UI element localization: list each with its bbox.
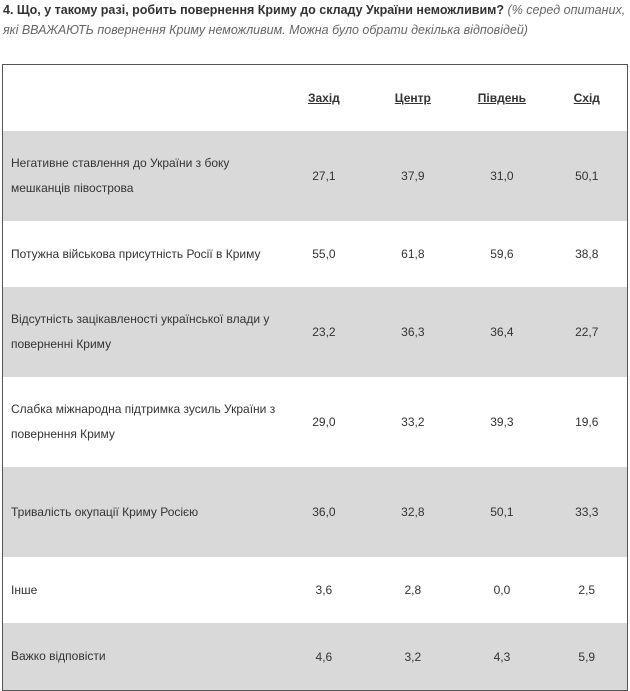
row-label: Важко відповісти: [3, 623, 280, 691]
row-label: Тривалість окупації Криму Росією: [3, 467, 280, 557]
cell-value: 50,1: [457, 467, 546, 557]
cell-value: 36,0: [279, 467, 368, 557]
question-text: [3, 0, 628, 40]
header-empty-cell: [3, 65, 280, 132]
cell-value: 37,9: [368, 131, 457, 221]
cell-value: 29,0: [279, 377, 368, 467]
table-row: [3, 287, 628, 377]
cell-value: 33,2: [368, 377, 457, 467]
row-label: Відсутність зацікавленості української влади у поверненні Криму: [3, 287, 280, 377]
cell-value: 0,0: [457, 557, 546, 623]
header-skhid: Схід: [547, 65, 628, 132]
cell-value: 22,7: [547, 287, 628, 377]
cell-value: 4,6: [279, 623, 368, 691]
cell-value: 36,3: [368, 287, 457, 377]
results-table: [2, 64, 628, 691]
row-label: Потужна військова присутність Росії в Криму: [3, 221, 280, 287]
cell-value: 36,4: [457, 287, 546, 377]
cell-value: 5,9: [547, 623, 628, 691]
cell-value: 27,1: [279, 131, 368, 221]
table-row: [3, 557, 628, 623]
cell-value: 3,6: [279, 557, 368, 623]
cell-value: 59,6: [457, 221, 546, 287]
cell-value: 19,6: [547, 377, 628, 467]
table-header-row: [3, 65, 628, 132]
cell-value: 2,5: [547, 557, 628, 623]
header-pivden: Південь: [457, 65, 546, 132]
table-row: [3, 467, 628, 557]
table-row: [3, 377, 628, 467]
row-label: Інше: [3, 557, 280, 623]
cell-value: 31,0: [457, 131, 546, 221]
cell-value: 4,3: [457, 623, 546, 691]
row-label: Слабка міжнародна підтримка зусиль України з повернення Криму: [3, 377, 280, 467]
cell-value: 23,2: [279, 287, 368, 377]
cell-value: 3,2: [368, 623, 457, 691]
table-row: [3, 221, 628, 287]
cell-value: 55,0: [279, 221, 368, 287]
row-label: Негативне ставлення до України з боку мешканців півострова: [3, 131, 280, 221]
question-note: (% серед опитаних, які ВВАЖАЮТЬ повернення Криму неможливим. Можна було обрати декілька відповідей): [3, 3, 626, 37]
cell-value: 50,1: [547, 131, 628, 221]
cell-value: 39,3: [457, 377, 546, 467]
cell-value: 61,8: [368, 221, 457, 287]
table-row: [3, 131, 628, 221]
cell-value: 33,3: [547, 467, 628, 557]
header-zakhid: Захід: [279, 65, 368, 132]
cell-value: 2,8: [368, 557, 457, 623]
cell-value: 38,8: [547, 221, 628, 287]
header-tsentr: Центр: [368, 65, 457, 132]
question-title: 4. Що, у такому разі, робить повернення Криму до складу України неможливим?: [3, 3, 505, 17]
table-row: [3, 623, 628, 691]
cell-value: 32,8: [368, 467, 457, 557]
